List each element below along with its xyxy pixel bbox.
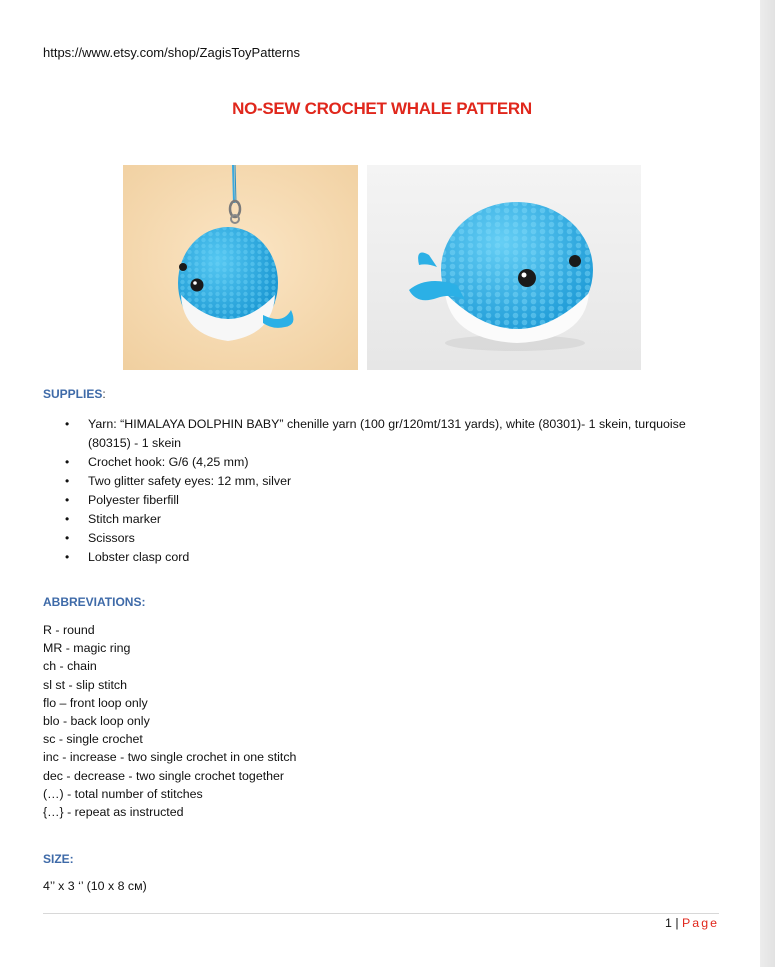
supplies-heading: SUPPLIES: [43, 387, 106, 401]
bullet-icon: • [65, 550, 70, 564]
abbreviations-list [43, 621, 296, 821]
bullet-icon: • [65, 455, 70, 469]
list-item: • Crochet hook: G/6 (4,25 mm) [88, 453, 708, 472]
list-item: • Polyester fiberfill [88, 491, 708, 510]
whale-keychain-photo [123, 165, 358, 370]
bullet-icon: • [65, 493, 70, 507]
footer-divider [43, 913, 719, 914]
page-number: 1 [665, 916, 672, 930]
list-item: • Scissors [88, 529, 708, 548]
abbreviation-item: {…} - repeat as instructed [43, 805, 184, 820]
abbreviation-item: flo – front loop only [43, 695, 148, 710]
footer-separator: | [675, 916, 679, 930]
whale-closeup-photo [367, 165, 641, 370]
abbreviation-item: ch - chain [43, 659, 97, 674]
window-edge [760, 0, 775, 967]
abbreviation-item: blo - back loop only [43, 714, 150, 729]
supplies-list [65, 415, 708, 567]
abbreviations-heading: ABBREVIATIONS: [43, 595, 146, 609]
abbreviation-item: dec - decrease - two single crochet together [43, 768, 285, 783]
list-item: • Lobster clasp cord [88, 548, 708, 567]
abbreviation-item: (…) - total number of stitches [43, 786, 203, 801]
page-label: Page [682, 916, 719, 930]
bullet-icon: • [65, 417, 70, 431]
abbreviation-item: inc - increase - two single crochet in one stitch [43, 750, 297, 765]
abbreviation-item: MR - magic ring [43, 641, 131, 656]
list-item: • Stitch marker [88, 510, 708, 529]
list-item: • Yarn: “HIMALAYA DOLPHIN BABY” chenille yarn (100 gr/120mt/131 yards), white (80301)- 1 skein, turquoise (80315) - 1 skein [65, 417, 686, 450]
size-value: 4’’ x 3 ‘’ (10 x 8 см) [43, 879, 147, 893]
size-heading: SIZE: [43, 852, 74, 866]
abbreviation-item: sc - single crochet [43, 732, 143, 747]
bullet-icon: • [65, 531, 70, 545]
abbreviation-item: sl st - slip stitch [43, 677, 127, 692]
bullet-icon: • [65, 512, 70, 526]
list-item: • Two glitter safety eyes: 12 mm, silver [88, 472, 708, 491]
bullet-icon: • [65, 474, 70, 488]
shop-url: https://www.etsy.com/shop/ZagisToyPatterns [43, 45, 300, 60]
page-footer [665, 916, 719, 930]
abbreviation-item: R - round [43, 623, 95, 637]
page-title: NO-SEW CROCHET WHALE PATTERN [232, 99, 532, 118]
